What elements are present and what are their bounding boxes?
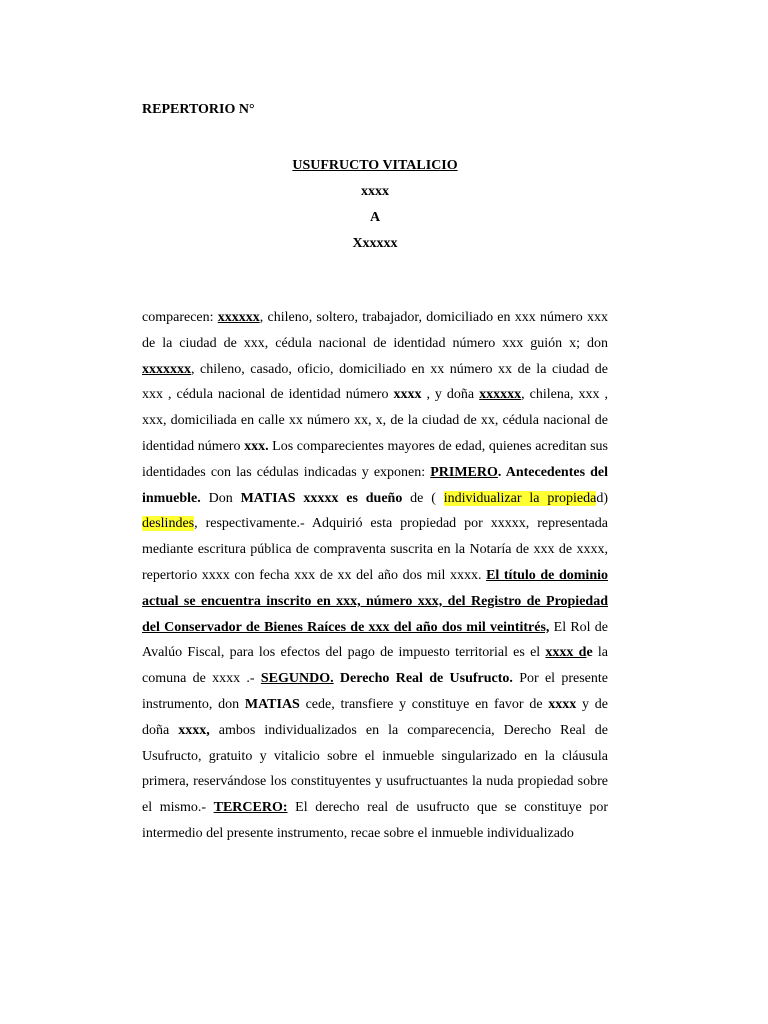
highlighted-text: individualizar la propieda [443,490,597,506]
text-run: comparecen: [142,310,218,325]
text-run: xxx. [244,438,269,454]
text-run: MATIAS [244,696,300,712]
text-run: , respectivamente.- Adquirió esta propiedad por xxxxx, representada mediante escritura pública de compraventa suscrita en la Notaría de xxx de xxxx, repertorio xxxx con fecha xxx de xx del año dos mil xxxx. [142,516,608,583]
title-block [0,153,750,257]
text-run: e [586,645,593,661]
text-run: la comuna de xxxx .- [142,645,608,687]
party-two: Xxxxxx [352,236,398,251]
text-run: MATIAS xxxxx es dueño [240,490,403,506]
body-paragraph [142,305,608,847]
title-connector: A [369,210,381,225]
text-run: de ( [402,490,444,506]
text-run: Don [200,490,241,506]
clause-tercero: TERCERO: [213,800,288,816]
text-run: xxxx d [545,645,587,661]
text-run: y de doña [142,696,608,738]
party-one: xxxx [361,184,389,199]
clause-segundo: SEGUNDO. [260,671,334,687]
text-run: , y doña [421,387,480,403]
text-run: Los comparecientes mayores de edad, quienes acreditan sus identidades con las cédulas indicadas y exponen: [142,438,608,480]
text-run: Por el presente instrumento, don [142,671,608,712]
text-run: , chilena, xxx , xxx, domiciliada en calle xx número xx, x, de la ciudad de xx, cédula nacional de identidad número [142,387,609,454]
text-run: d) [596,490,608,506]
text-run: xxxxxxx [142,361,191,377]
text-run: xxxxxx [479,387,522,403]
text-run: cede, transfiere y constituye en favor de [299,696,549,712]
text-run: ambos individualizados en la comparecencia, Derecho Real de Usufructo, gratuito y vitalicio sobre el inmueble singularizado en la cláusula primera, reservándose los constituyentes y usufructuantes la nuda propiedad sobre el mismo.- [142,722,608,816]
text-run: , chileno, casado, oficio, domiciliado en xx número xx de la ciudad de xxx , cédula nacional de identidad número [142,361,608,403]
document-title: USUFRUCTO VITALICIO [292,158,458,173]
text-run: , chileno, soltero, trabajador, domiciliado en xxx número xxx de la ciudad de xxx, cédula nacional de identidad número xxx guión x; don [142,310,608,351]
text-run: Derecho Real de Usufructo. [333,671,513,687]
text-run: xxxx, [178,722,210,738]
clause-primero: PRIMERO [430,464,498,480]
text-run: El título de dominio actual se encuentra inscrito en xxx, número xxx, del Registro de Propiedad del Conservador de Bienes Raíces de xxx del año dos mil veintitrés, [142,567,608,635]
text-run: xxxx [548,696,577,712]
text-run: xxxx [393,387,422,403]
text-run: El Rol de Avalúo Fiscal, para los efectos del pago de impuesto territorial es el [142,619,608,661]
repertorio-heading: REPERTORIO N° [142,102,255,117]
text-run: . Antecedentes del inmueble. [142,464,608,506]
highlighted-text: deslindes [142,516,195,532]
text-run: El derecho real de usufructo que se constituye por intermedio del presente instrumento, recae sobre el inmueble individualizado [142,800,608,841]
text-run: xxxxxx [217,310,260,325]
